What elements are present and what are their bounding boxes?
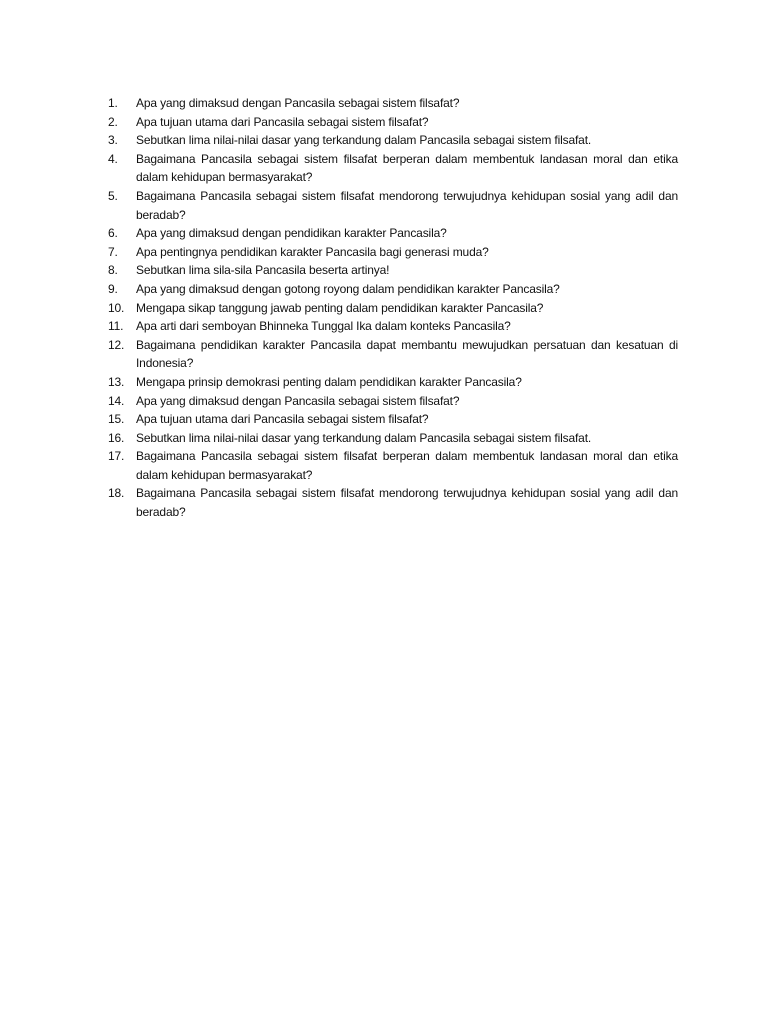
question-list bbox=[108, 94, 678, 522]
question-text: Bagaimana Pancasila sebagai sistem filsafat mendorong terwujudnya kehidupan sosial yang adil dan beradab? bbox=[136, 486, 678, 520]
question-number: 10. bbox=[108, 300, 125, 315]
question-text: Bagaimana pendidikan karakter Pancasila dapat membantu mewujudkan persatuan dan kesatuan di Indonesia? bbox=[136, 337, 678, 371]
question-number: 15. bbox=[108, 412, 125, 427]
question-text: Bagaimana Pancasila sebagai sistem filsafat berperan dalam membentuk landasan moral dan etika dalam kehidupan bermasyarakat? bbox=[136, 449, 678, 482]
question-text: Apa yang dimaksud dengan pendidikan karakter Pancasila? bbox=[136, 226, 447, 241]
question-text: Apa tujuan utama dari Pancasila sebagai sistem filsafat? bbox=[136, 412, 429, 427]
question-item bbox=[108, 280, 678, 299]
question-item bbox=[108, 447, 678, 484]
question-item bbox=[108, 261, 678, 280]
question-number: 9. bbox=[108, 281, 118, 296]
question-number: 14. bbox=[108, 393, 125, 408]
question-number: 18. bbox=[108, 486, 125, 501]
question-item bbox=[108, 392, 678, 411]
question-text: Apa yang dimaksud dengan Pancasila sebagai sistem filsafat? bbox=[136, 393, 460, 408]
question-item bbox=[108, 113, 678, 132]
question-number: 7. bbox=[108, 244, 118, 259]
question-item bbox=[108, 150, 678, 187]
question-text: Sebutkan lima nilai-nilai dasar yang terkandung dalam Pancasila sebagai sistem filsafat. bbox=[136, 133, 592, 148]
question-item bbox=[108, 336, 678, 373]
question-text: Apa yang dimaksud dengan gotong royong dalam pendidikan karakter Pancasila? bbox=[136, 281, 560, 296]
question-number: 3. bbox=[108, 133, 118, 148]
question-item bbox=[108, 484, 678, 521]
question-text: Sebutkan lima nilai-nilai dasar yang terkandung dalam Pancasila sebagai sistem filsafat. bbox=[136, 430, 592, 445]
question-item bbox=[108, 299, 678, 318]
question-text: Apa pentingnya pendidikan karakter Pancasila bagi generasi muda? bbox=[136, 244, 489, 259]
question-number: 5. bbox=[108, 188, 118, 203]
question-item bbox=[108, 373, 678, 392]
question-number: 13. bbox=[108, 374, 125, 389]
question-item bbox=[108, 410, 678, 429]
question-number: 6. bbox=[108, 226, 118, 241]
question-number: 8. bbox=[108, 263, 118, 278]
question-number: 16. bbox=[108, 430, 125, 445]
question-text: Mengapa sikap tanggung jawab penting dalam pendidikan karakter Pancasila? bbox=[136, 300, 544, 315]
question-text: Apa arti dari semboyan Bhinneka Tunggal Ika dalam konteks Pancasila? bbox=[136, 319, 511, 334]
question-item bbox=[108, 317, 678, 336]
question-item bbox=[108, 94, 678, 113]
question-number: 2. bbox=[108, 114, 118, 129]
question-item bbox=[108, 224, 678, 243]
question-item bbox=[108, 131, 678, 150]
question-text: Apa tujuan utama dari Pancasila sebagai sistem filsafat? bbox=[136, 114, 429, 129]
question-text: Apa yang dimaksud dengan Pancasila sebagai sistem filsafat? bbox=[136, 96, 460, 110]
question-item bbox=[108, 429, 678, 448]
question-text: Bagaimana Pancasila sebagai sistem filsafat mendorong terwujudnya kehidupan sosial yang adil dan beradab? bbox=[136, 188, 678, 222]
question-number: 1. bbox=[108, 96, 118, 110]
question-item bbox=[108, 243, 678, 262]
question-item bbox=[108, 187, 678, 224]
question-number: 4. bbox=[108, 151, 118, 166]
question-number: 11. bbox=[108, 319, 124, 334]
question-text: Bagaimana Pancasila sebagai sistem filsafat berperan dalam membentuk landasan moral dan etika dalam kehidupan bermasyarakat? bbox=[136, 151, 678, 185]
question-number: 12. bbox=[108, 337, 125, 352]
question-text: Sebutkan lima sila-sila Pancasila beserta artinya! bbox=[136, 263, 390, 278]
question-number: 17. bbox=[108, 449, 125, 464]
question-text: Mengapa prinsip demokrasi penting dalam pendidikan karakter Pancasila? bbox=[136, 374, 522, 389]
